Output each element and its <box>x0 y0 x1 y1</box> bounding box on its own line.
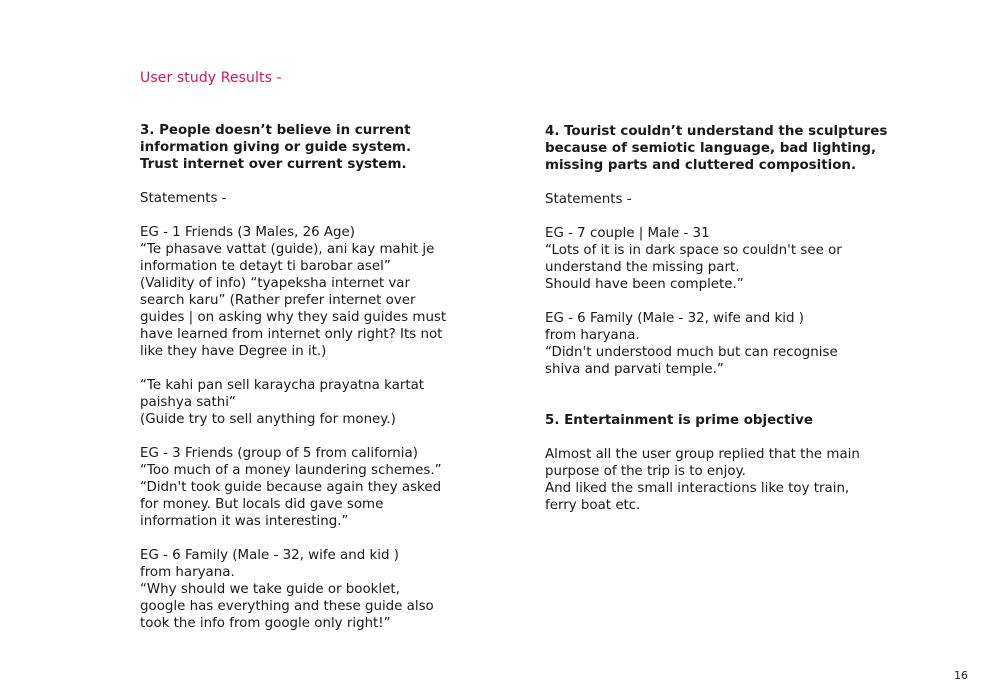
statement-line: paishya sathi” <box>140 395 236 410</box>
statement-line: from haryana. <box>545 328 640 343</box>
statement-line: have learned from internet only right? Its not <box>140 327 443 342</box>
statement-line: information te detayt ti barobar asel” <box>140 259 391 274</box>
statement-eg3 <box>140 445 480 530</box>
paragraph-line: And liked the small interactions like toy train, <box>545 481 850 496</box>
statement-line: “Lots of it is in dark space so couldn't see or <box>545 243 842 258</box>
heading-line: Trust internet over current system. <box>140 157 407 172</box>
statement-line: EG - 3 Friends (group of 5 from california) <box>140 446 418 461</box>
statements-label: Statements - <box>140 191 227 206</box>
statement-line: EG - 6 Family (Male - 32, wife and kid ) <box>545 311 804 326</box>
statement-line: information it was interesting.” <box>140 514 349 529</box>
heading-line: missing parts and cluttered composition. <box>545 158 857 173</box>
statement-eg6 <box>140 547 480 632</box>
paragraph-line: ferry boat etc. <box>545 498 641 513</box>
statement-line: from haryana. <box>140 565 235 580</box>
statement-line: Should have been complete.” <box>545 277 744 292</box>
paragraph-line: Almost all the user group replied that the main <box>545 447 860 462</box>
finding-4-heading <box>545 123 895 174</box>
heading-line: information giving or guide system. <box>140 140 412 155</box>
finding-5-heading: 5. Entertainment is prime objective <box>545 413 813 428</box>
statement-line: “Te phasave vattat (guide), ani kay mahit je <box>140 242 435 257</box>
statement-line: EG - 7 couple | Male - 31 <box>545 226 710 241</box>
finding-4-5-column <box>545 123 895 514</box>
statements-label: Statements - <box>545 192 632 207</box>
page-title: User study Results - <box>140 70 282 86</box>
finding-3-heading <box>140 122 480 173</box>
statement-line: guides | on asking why they said guides must <box>140 310 447 325</box>
statement-line: EG - 6 Family (Male - 32, wife and kid ) <box>140 548 399 563</box>
statement-line: understand the missing part. <box>545 260 740 275</box>
statement-line: “Why should we take guide or booklet, <box>140 582 400 597</box>
statement-line: (Validity of info) “tyapeksha internet var <box>140 276 410 291</box>
statement-line: “Too much of a money laundering schemes.” <box>140 463 442 478</box>
statement-line: (Guide try to sell anything for money.) <box>140 412 396 427</box>
statement-line: like they have Degree in it.) <box>140 344 327 359</box>
heading-line: because of semiotic language, bad lighting, <box>545 141 877 156</box>
statement-line: search karu” (Rather prefer internet over <box>140 293 416 308</box>
statement-line: EG - 1 Friends (3 Males, 26 Age) <box>140 225 355 240</box>
statement-line: took the info from google only right!” <box>140 616 391 631</box>
statement-line: for money. But locals did gave some <box>140 497 384 512</box>
heading-line: 3. People doesn’t believe in current <box>140 123 411 138</box>
statement-eg1 <box>140 224 480 360</box>
statement-line: google has everything and these guide also <box>140 599 434 614</box>
statement-line: “Didn't understood much but can recognise <box>545 345 838 360</box>
statement-line: shiva and parvati temple.” <box>545 362 724 377</box>
statement-eg1-continued <box>140 377 480 428</box>
page-number: 16 <box>954 669 968 682</box>
finding-5-paragraph <box>545 446 895 514</box>
statement-line: “Te kahi pan sell karaycha prayatna kartat <box>140 378 425 393</box>
statement-eg7 <box>545 225 895 293</box>
heading-line: 4. Tourist couldn’t understand the sculptures <box>545 124 888 139</box>
statement-line: “Didn't took guide because again they asked <box>140 480 442 495</box>
paragraph-line: purpose of the trip is to enjoy. <box>545 464 746 479</box>
finding-3-column <box>140 122 480 632</box>
statement-eg6 <box>545 310 895 378</box>
